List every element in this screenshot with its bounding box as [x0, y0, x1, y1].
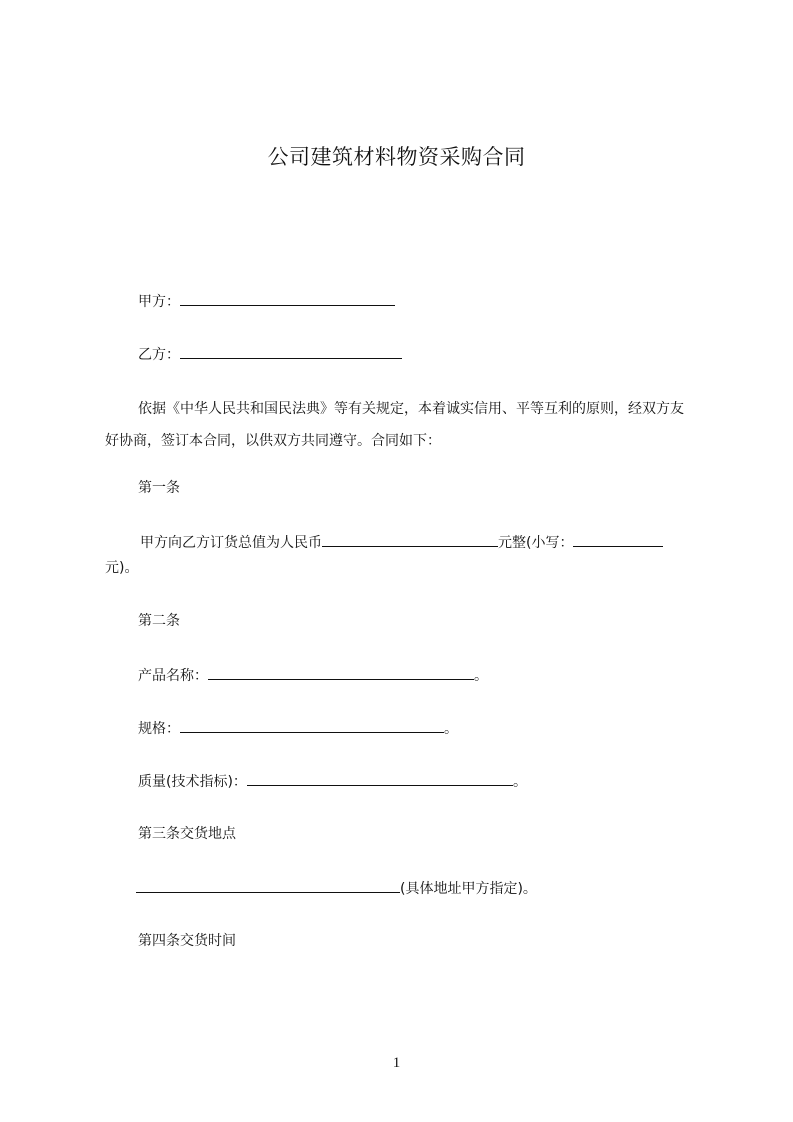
product-name-line [138, 665, 488, 686]
delivery-address-note: (具体地址甲方指定)。 [400, 881, 537, 897]
product-name-period: 。 [474, 668, 488, 684]
preamble-paragraph: 依据《中华人民共和国民法典》等有关规定，本着诚实信用、平等互利的原则，经双方友好协商，签订本合同，以供双方共同遵守。合同如下： [105, 401, 684, 449]
spec-blank [180, 718, 444, 733]
article3-heading: 第三条交货地点 [138, 826, 236, 842]
page-number: 1 [392, 1055, 401, 1071]
party-a-line [138, 291, 395, 312]
quality-period: 。 [512, 774, 527, 790]
product-name-label: 产品名称： [138, 668, 208, 684]
quality-blank [247, 771, 513, 786]
article1-amount-line [140, 532, 663, 553]
party-a-label: 甲方： [138, 294, 180, 310]
amount-lowercase-blank [573, 532, 663, 547]
party-a-blank [180, 291, 395, 306]
article4-heading: 第四条交货时间 [138, 933, 236, 949]
product-name-blank [208, 665, 474, 680]
amount-uppercase-blank [322, 532, 498, 547]
party-b-blank [180, 344, 402, 359]
article1-text-end: 元)。 [105, 560, 139, 576]
party-b-line [138, 344, 402, 365]
article1-text-mid: 元整(小写： [498, 535, 574, 551]
article1-text-before: 甲方向乙方订货总值为人民币 [140, 535, 322, 551]
spec-line [138, 718, 458, 739]
party-b-label: 乙方： [138, 347, 180, 363]
document-title: 公司建筑材料物资采购合同 [267, 145, 526, 169]
quality-label: 质量(技术指标)： [138, 774, 247, 790]
article1-heading: 第一条 [138, 480, 180, 496]
spec-period: 。 [444, 721, 458, 737]
delivery-address-blank [136, 878, 400, 893]
quality-line [138, 771, 527, 792]
delivery-address-line [136, 878, 537, 899]
spec-label: 规格： [138, 721, 180, 737]
article2-heading: 第二条 [138, 613, 180, 629]
